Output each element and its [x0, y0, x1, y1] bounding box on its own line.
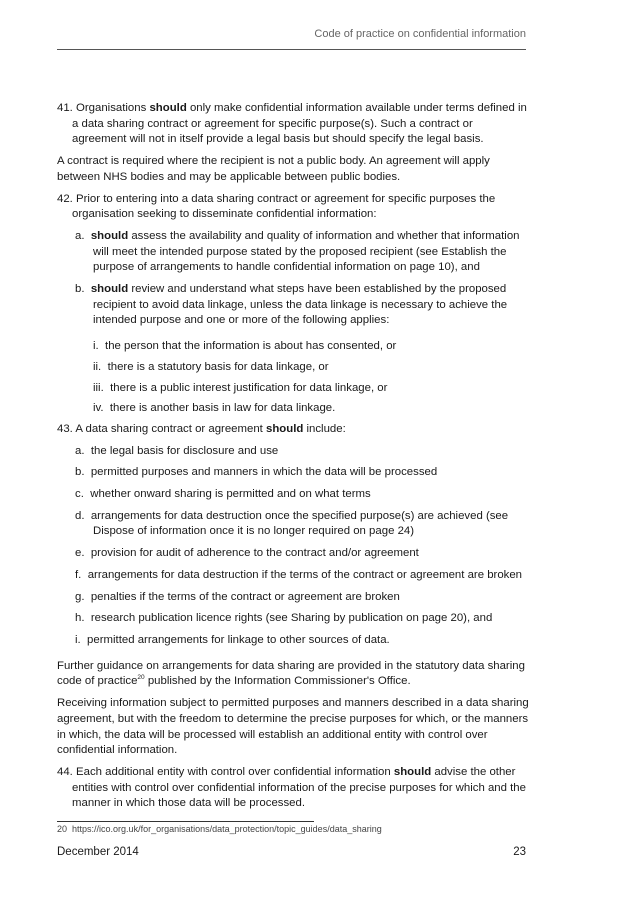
- text: there is a public interest justification for data linkage, or: [110, 381, 388, 394]
- text: Further guidance on arrangements for data sharing are provided in the statutory data sharing code of practice: [57, 659, 525, 688]
- text: permitted purposes and manners in which the data will be processed: [90, 466, 438, 479]
- item-label: i.: [93, 340, 99, 353]
- emphasis: should: [149, 102, 187, 114]
- paragraph-contract: A contract is required where the recipient is not a public body. An agreement will apply between NHS bodies and may be applicable between public bodies.: [57, 155, 490, 183]
- text: whether onward sharing is permitted and on what terms: [90, 488, 371, 501]
- footnote: [57, 824, 382, 834]
- item-label: d.: [75, 509, 85, 522]
- list-item-43: [75, 444, 529, 460]
- text: there is another basis in law for data linkage.: [109, 402, 336, 415]
- paragraph-further-guidance: [57, 659, 529, 690]
- emphasis: should: [393, 765, 432, 778]
- list-item-roman: [93, 360, 529, 376]
- text: advise the other entities with control over confidential information of the precise purposes for which and the manner in which those data will be processed.: [72, 765, 526, 810]
- text: permitted arrangements for linkage to other sources of data.: [87, 633, 390, 646]
- emphasis: should: [90, 283, 129, 296]
- item-label: f.: [75, 568, 82, 581]
- emphasis: should: [90, 229, 129, 242]
- text: the legal basis for disclosure and use: [90, 444, 279, 457]
- list-item-43: [75, 465, 529, 481]
- list-item-roman: [93, 339, 529, 355]
- text: review and understand what steps have been established by the proposed recipient to avoid data linkage, unless the data linkage is necessary to achieve the intended purpose and one or more of the following applies:: [93, 283, 508, 327]
- list-item-roman: [93, 381, 529, 397]
- footer-date: December 2014: [57, 846, 139, 858]
- text: A data sharing contract or agreement: [75, 422, 266, 435]
- text: Prior to entering into a data sharing contract or agreement for specific purposes the organisation seeking to disseminate confidential information:: [72, 192, 496, 221]
- item-label: iv.: [93, 402, 104, 415]
- list-item-roman: [93, 401, 529, 417]
- item-label: i.: [75, 633, 81, 646]
- text: Organisations: [76, 102, 150, 114]
- running-header: Code of practice on confidential information: [314, 28, 526, 40]
- text: there is a statutory basis for data linkage, or: [107, 360, 329, 373]
- header-rule: [57, 49, 526, 50]
- text: arrangements for data destruction once the specified purpose(s) are achieved (see Dispose of information once it is no longer required on page 24): [90, 509, 509, 538]
- emphasis: should: [265, 422, 304, 435]
- text: Each additional entity with control over confidential information: [76, 765, 394, 778]
- list-item-42a: [75, 229, 529, 276]
- item-label: b.: [75, 466, 85, 479]
- item-label: ii.: [93, 360, 102, 373]
- item-label: h.: [75, 612, 85, 625]
- paragraph-receiving: Receiving information subject to permitted purposes and manners described in a data sharing agreement, but with the freedom to determine the precise purposes for which, or the manners in which, the data will be processed will establish an additional entity with control over confidential information.: [57, 697, 529, 757]
- paragraph-41: [57, 101, 529, 148]
- list-item-43: [75, 487, 529, 503]
- footnote-reference: 20: [137, 674, 145, 682]
- footnote-rule: [57, 821, 314, 822]
- page-body: [57, 101, 529, 818]
- item-label: b.: [75, 283, 85, 296]
- item-label: g.: [75, 590, 85, 603]
- list-item-42b: [75, 282, 529, 329]
- text: only make confidential information available under terms defined in a data sharing contract or agreement for specific purpose(s). Such a contract or agreement will not in itself provide a legal basis but should specify the legal basis.: [72, 102, 527, 146]
- item-label: a.: [75, 229, 85, 242]
- footnote-number: 20: [57, 824, 68, 834]
- list-item-43: [75, 611, 529, 627]
- list-item-43: [75, 590, 529, 606]
- paragraph-42: [57, 192, 529, 223]
- text: include:: [303, 422, 346, 435]
- text: assess the availability and quality of information and whether that information will meet the intended purpose stated by the proposed recipient (see Establish the purpose of arrangements to handle confidential information on page 10), and: [93, 229, 520, 274]
- paragraph-number: 44.: [57, 765, 73, 778]
- page-number: 23: [513, 846, 526, 858]
- list-item-43: [75, 546, 529, 562]
- item-label: iii.: [93, 381, 104, 394]
- paragraph-number: 42.: [57, 192, 73, 205]
- paragraph-44: [57, 765, 529, 812]
- text: provision for audit of adherence to the contract and/or agreement: [90, 547, 419, 560]
- footnote-link[interactable]: https://ico.org.uk/for_organisations/data_protection/topic_guides/data_sharing: [72, 824, 382, 834]
- item-label: c.: [75, 488, 84, 501]
- text: arrangements for data destruction if the terms of the contract or agreement are broken: [87, 568, 523, 581]
- paragraph-43: [57, 422, 529, 438]
- list-item-43: [75, 633, 529, 649]
- text: published by the Information Commissioner's Office.: [144, 675, 411, 688]
- paragraph-number: 41.: [57, 102, 73, 114]
- text: the person that the information is about has consented, or: [105, 340, 397, 353]
- list-item-43: [75, 568, 529, 584]
- list-item-43: [75, 509, 529, 540]
- text: penalties if the terms of the contract or agreement are broken: [90, 590, 400, 603]
- text: research publication licence rights (see Sharing by publication on page 20), and: [90, 612, 493, 625]
- paragraph-number: 43.: [57, 422, 73, 435]
- item-label: a.: [75, 444, 85, 457]
- item-label: e.: [75, 547, 85, 560]
